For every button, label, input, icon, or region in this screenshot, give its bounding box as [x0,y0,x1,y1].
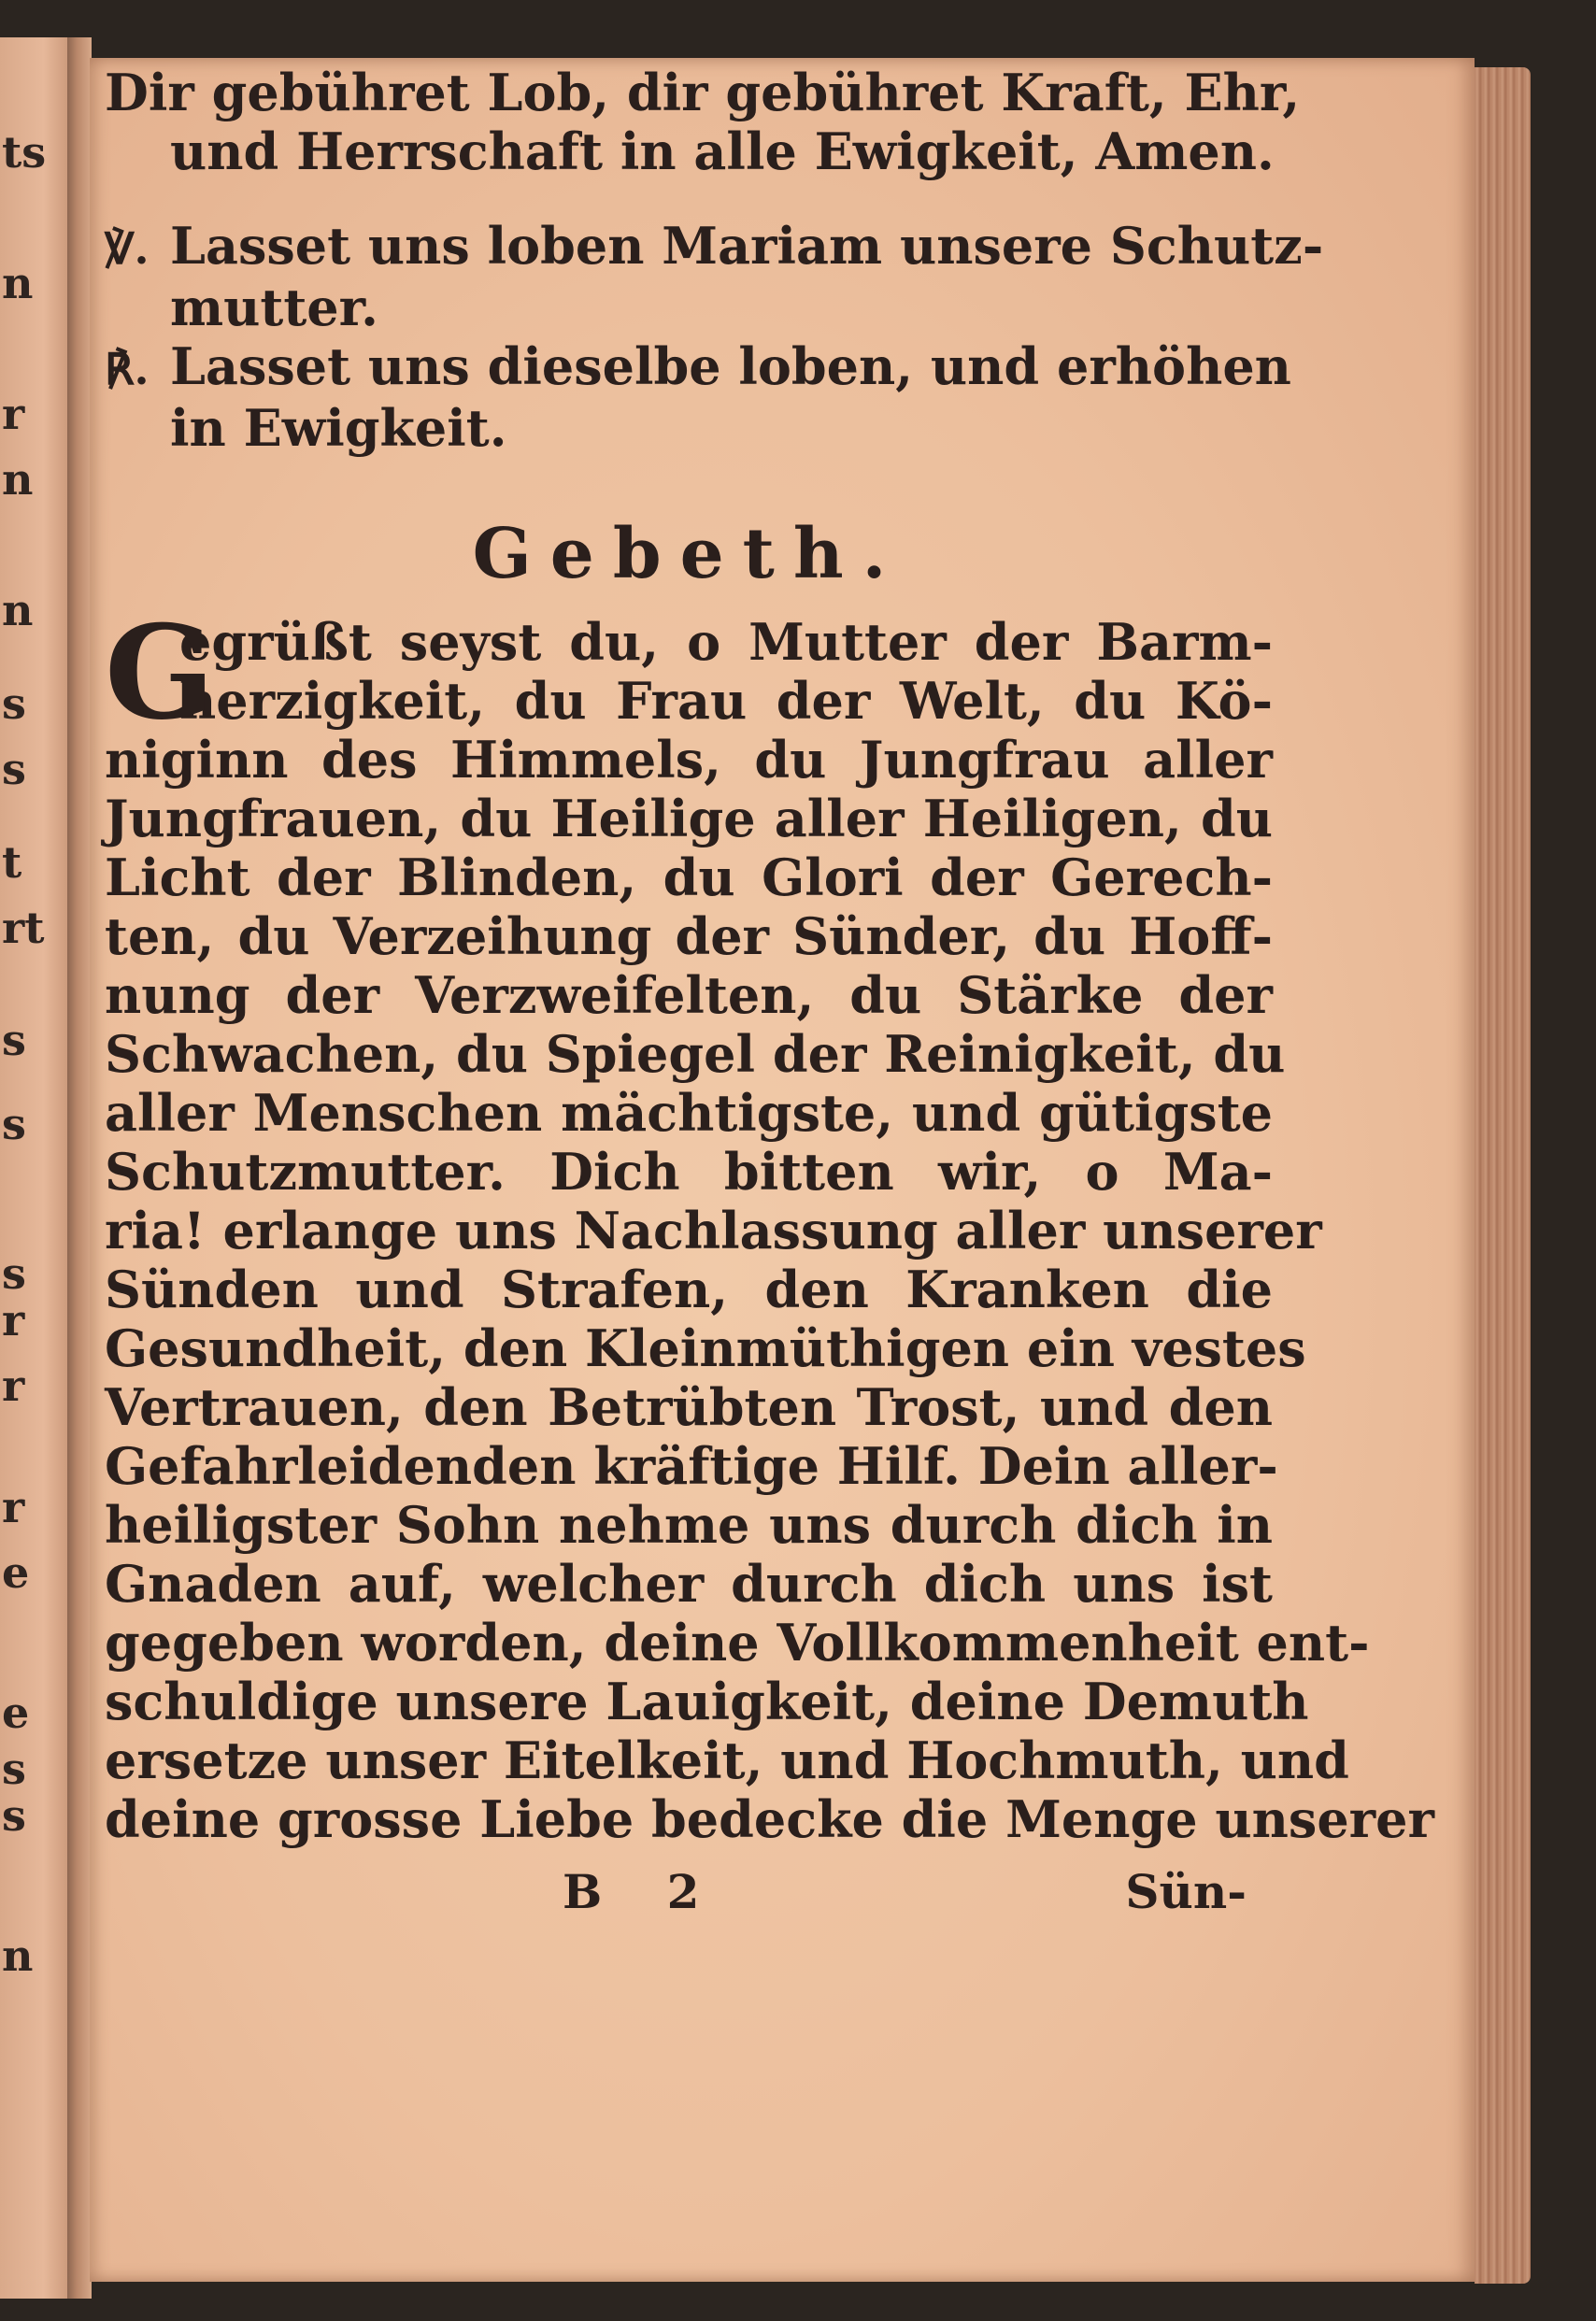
text-line: Schutzmutter. Dich bitten wir, o Ma- [105,1142,1273,1202]
text-line: niginn des Himmels, du Jungfrau aller [105,730,1273,790]
left-page-fragment: s [2,1790,26,1841]
page-text [105,63,1434,1921]
left-page-fragment: s [2,678,26,729]
left-page-fragment: s [2,1099,26,1149]
text-line: ersetze unser Eitelkeit, und Hochmuth, und [105,1730,1349,1790]
text-line: Lasset uns loben Mariam unsere Schutz- [170,216,1324,276]
left-page-fragment: s [2,744,26,794]
text-line: herzigkeit, du Frau der Welt, du Kö- [179,671,1273,731]
versicle-symbol: ℣. [105,223,150,274]
text-line: Jungfrauen, du Heilige aller Heiligen, du [105,789,1273,848]
book-gutter [67,37,92,2299]
prayer-body [105,596,1434,1849]
text-line: Lasset uns dieselbe loben, und erhöhen [170,336,1291,396]
text-line: heiligster Sohn nehme uns durch dich in [105,1495,1273,1555]
text-line: Schwachen, du Spiegel der Reinigkeit, du [105,1024,1286,1084]
left-page-fragment: r [2,1482,25,1532]
left-page-fragment: e [2,1547,30,1598]
response [105,336,1291,458]
left-page-fragment: n [2,258,34,308]
text-line: Vertrauen, den Betrübten Trost, und den [105,1377,1273,1437]
page-stack-edge [1475,67,1531,2284]
text-line: Sünden und Strafen, den Kranken die [105,1260,1273,1319]
text-line: Licht der Blinden, du Glori der Gerech- [105,847,1273,907]
drop-cap: G [105,596,215,748]
text-line: nung der Verzweifelten, du Stärke der [105,965,1273,1025]
left-page-fragment: r [2,1360,25,1411]
page-footer [105,1862,1273,1921]
left-page-fragment: s [2,1744,26,1794]
signature-mark: B 2 [563,1864,724,1919]
left-page-fragment: n [2,1930,34,1981]
left-page-fragment: t [2,837,22,888]
text-line: Dir gebühret Lob, dir gebühret Kraft, Ehr, [105,63,1301,122]
text-line: gegeben worden, deine Vollkommenheit ent- [105,1613,1370,1673]
left-page-fragment: s [2,1248,26,1299]
left-page-fragment: r [2,389,25,439]
previous-page-edge [0,37,73,2299]
text-line: schuldige unsere Lauigkeit, deine Demuth [105,1672,1309,1731]
text-line: Gesundheit, den Kleinmüthigen ein vestes [105,1318,1306,1378]
catchword: Sün- [1125,1864,1247,1919]
text-line: mutter. [170,278,378,337]
left-page-fragment: rt [2,903,45,953]
left-page-fragment: r [2,1295,25,1346]
text-line: und Herrschaft in alle Ewigkeit, Amen. [170,121,1275,181]
left-page-fragment: ts [2,127,47,178]
section-heading: Gebeth. [472,514,905,594]
text-line: in Ewigkeit. [170,398,507,458]
text-line: egrüßt seyst du, o Mutter der Barm- [179,612,1273,672]
left-page-fragment: e [2,1687,30,1738]
versicle [105,216,1324,337]
left-page-fragment: n [2,454,34,505]
response-symbol: ℟. [105,344,150,394]
text-line: aller Menschen mächtigste, und gütigste [105,1083,1273,1143]
text-line: ten, du Verzeihung der Sünder, du Hoff- [105,906,1273,966]
text-line: Gefahrleidenden kräftige Hilf. Dein aller- [105,1436,1278,1496]
text-line: deine grosse Liebe bedecke die Menge unserer [105,1789,1434,1849]
left-page-fragment: n [2,585,34,635]
left-page-fragment: s [2,1015,26,1065]
text-line: ria! erlange uns Nachlassung aller unserer [105,1201,1322,1260]
text-line: Gnaden auf, welcher durch dich uns ist [105,1554,1273,1614]
verse-intro [105,63,1301,181]
